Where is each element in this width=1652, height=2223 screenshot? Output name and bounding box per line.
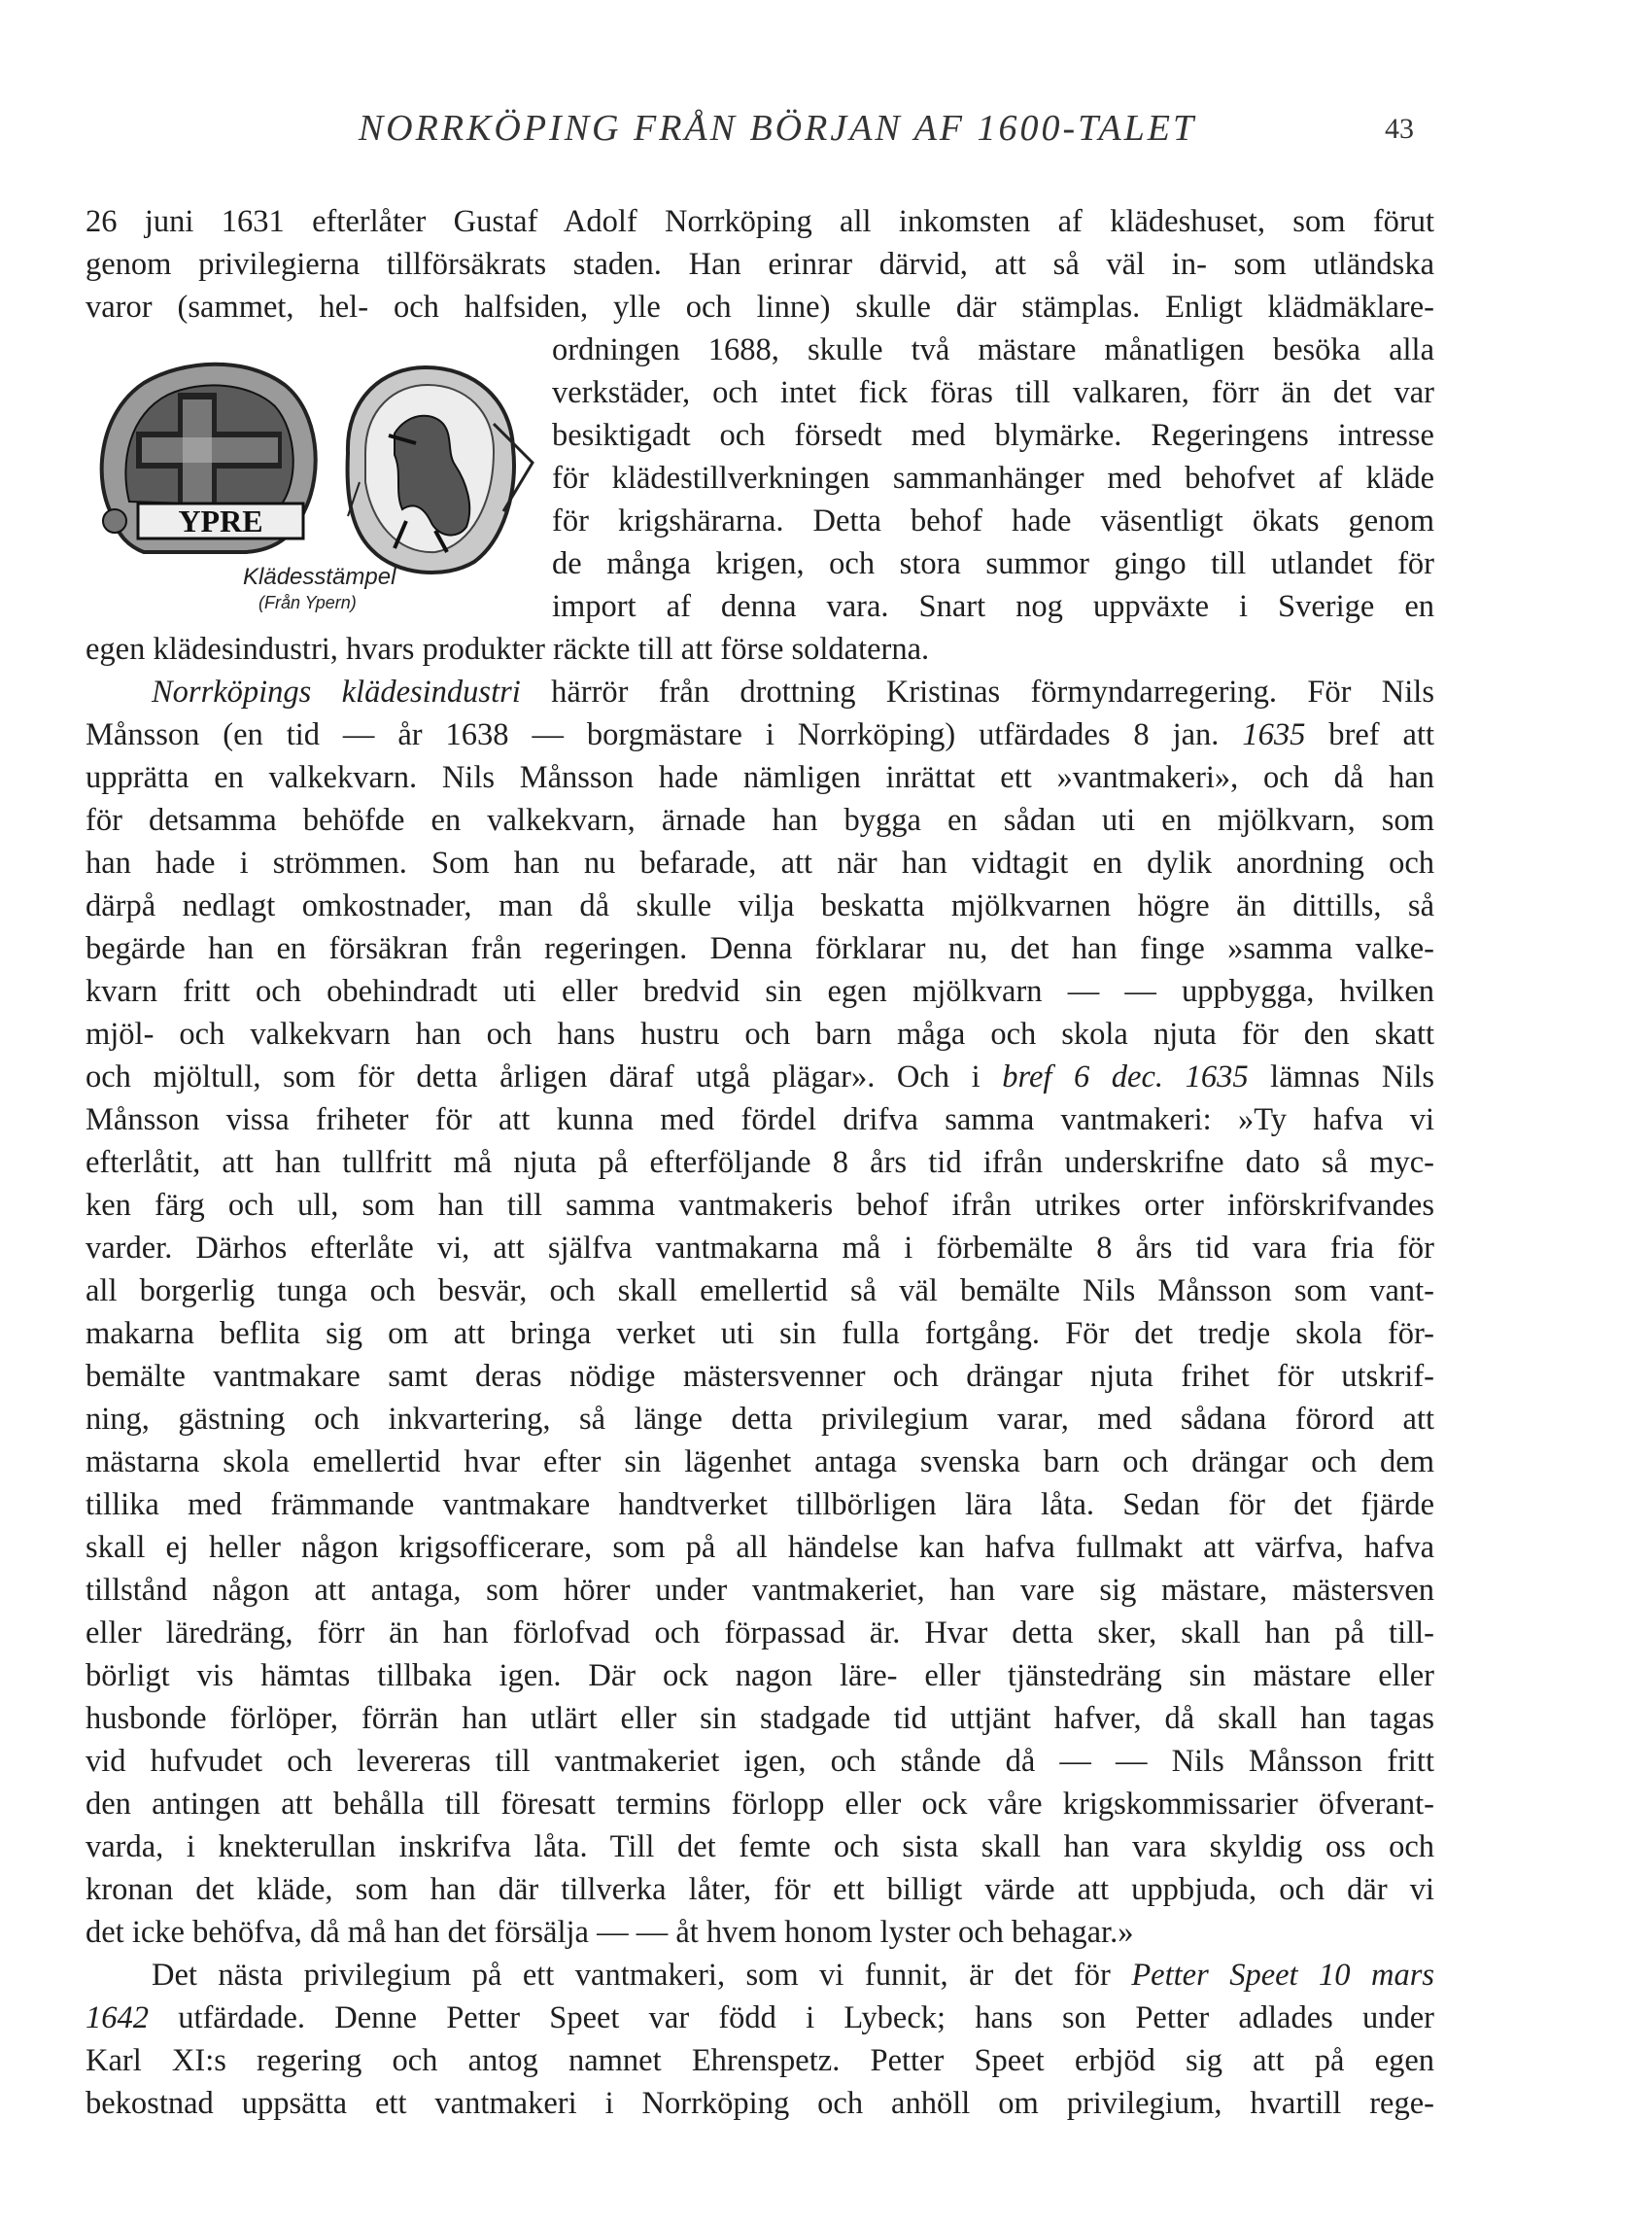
main-text <box>86 628 1434 2125</box>
text-line <box>86 1997 1434 2039</box>
text-line: 26 juni 1631 efterlåter Gustaf Adolf Norrköping all inkomsten af klädeshuset, som förut <box>86 204 1434 239</box>
text-line: börligt vis hämtas tillbaka igen. Där ock nagon läre- eller tjänstedräng sin mästare eller <box>86 1658 1434 1693</box>
text-line: bemälte vantmakare samt deras nödige mästersvenner och drängar njuta frihet för utskrif- <box>86 1359 1434 1394</box>
text-line: han hade i strömmen. Som han nu befarade, att när han vidtagit en dylik anordning och <box>86 846 1434 881</box>
text-line: kronan det kläde, som han där tillverka låter, för ett billigt värde att uppbjuda, och där vi <box>86 1872 1434 1907</box>
text-line: genom privilegierna tillförsäkrats staden. Han erinrar därvid, att så väl in- som utländska <box>86 247 1434 282</box>
running-title: NORRKÖPING FRÅN BÖRJAN AF 1600-TALET <box>358 108 1197 149</box>
text-line: för krigshärarna. Detta behof hade väsentligt ökats genom <box>552 504 1434 538</box>
text-line: mjöl- och valkekvarn han och hans hustru och barn måga och skola njuta för den skatt <box>86 1017 1434 1052</box>
text-line: tillika med främmande vantmakare handtverket tillbörligen lära låta. Sedan för det fjärde <box>86 1487 1434 1522</box>
text-line: bekostnad uppsätta ett vantmakeri i Norrköping och anhöll om privilegium, hvartill rege- <box>86 2086 1434 2121</box>
paragraph-1-top <box>86 200 1434 329</box>
seal-right <box>348 367 533 573</box>
text-line: ning, gästning och inkvartering, så länge detta privilegium varar, med sådana förord att <box>86 1402 1434 1437</box>
text-span: och mjöltull, som för detta årligen däraf utgå plägar». Och i <box>86 1059 1003 1094</box>
text-line: Månsson vissa friheter för att kunna med fördel drifva samma vantmakeri: »Ty hafva vi <box>86 1102 1434 1137</box>
text-line: varder. Därhos efterlåte vi, att själfva vantmakarna må i förbemälte 8 års tid vara fria för <box>86 1231 1434 1266</box>
text-line: all borgerlig tunga och besvär, och skall emellertid så väl bemälte Nils Månsson som vant- <box>86 1273 1434 1308</box>
text-line: eller läredräng, förr än han förlofvad och förpassad är. Hvar detta sker, skall han på till- <box>86 1615 1434 1650</box>
text-line: begärde han en försäkran från regeringen. Denna förklarar nu, det han finge »samma valke- <box>86 931 1434 966</box>
text-line <box>86 713 1434 756</box>
text-line: det icke behöfva, då må han det försälja — — åt hvem honom lyster och behagar.» <box>86 1915 1134 1950</box>
text-line: varda, i knekterullan inskrifva låta. Till det femte och sista skall han vara skyldig oss och <box>86 1829 1434 1864</box>
text-line: ken färg och ull, som han till samma vantmakeris behof ifrån utrikes orter införskrifvandes <box>86 1188 1434 1223</box>
text-line: den antingen att behålla till föresatt termins förlopp eller ock våre krigskommissarier öfverant- <box>86 1787 1434 1822</box>
text-line: efterlåtit, att han tullfritt må njuta på efterföljande 8 års tid ifrån underskrifne dato så myc- <box>86 1145 1434 1180</box>
text-span: utfärdade. Denne Petter Speet var född i Lybeck; hans son Petter adlades under <box>149 2000 1434 2035</box>
text-line: besiktigadt och försedt med blymärke. Regeringens intresse <box>552 418 1434 453</box>
text-line: ordningen 1688, skulle två mästare månatligen besöka alla <box>552 332 1434 367</box>
text-line: skall ej heller någon krigsofficerare, som på all händelse kan hafva fullmakt att värfva, hafva <box>86 1530 1434 1565</box>
figure-caption: Klädesstämpel <box>243 564 396 590</box>
text-line: import af denna vara. Snart nog uppväxte i Sverige en <box>552 589 1434 624</box>
text-line: tillstånd någon att antaga, som hörer under vantmakeriet, han vare sig mästare, mästersven <box>86 1573 1434 1608</box>
text-line: upprätta en valkekvarn. Nils Månsson hade nämligen inrättat ett »vantmakeri», och då han <box>86 760 1434 795</box>
italic-date: 1635 <box>1242 717 1306 752</box>
text-span: Det nästa privilegium på ett vantmakeri, som vi funnit, är det för <box>152 1958 1132 1993</box>
seal-left <box>102 365 316 552</box>
text-line: för detsamma behöfde en valkekvarn, ärnade han bygga en sådan uti en mjölkvarn, som <box>86 803 1434 838</box>
text-span: bref att <box>1305 717 1434 752</box>
text-line: varor (sammet, hel- och halfsiden, ylle och linne) skulle där stämplas. Enligt klädmäklare- <box>86 290 1434 325</box>
italic-phrase: Norrköpings klädesindustri <box>152 675 521 710</box>
text-line: för klädestillverkningen sammanhänger med behofvet af kläde <box>552 461 1434 496</box>
italic-date: 1642 <box>86 2000 149 2035</box>
paragraph-2-first-line <box>86 671 1434 713</box>
text-span: härrör från drottning Kristinas förmyndarregering. För Nils <box>520 675 1434 710</box>
text-line: mästarna skola emellertid hvar efter sin lägenhet antaga svenska barn och drängar och dem <box>86 1444 1434 1479</box>
seal-inscription: YPRE <box>178 504 263 538</box>
text-line <box>86 1056 1434 1098</box>
page-number: 43 <box>1385 113 1414 145</box>
text-line: vid hufvudet och levereras till vantmakeriet igen, och stånde då — — Nils Månsson fritt <box>86 1744 1434 1779</box>
figure-subcaption: (Från Ypern) <box>258 593 357 612</box>
text-line: makarna beflita sig om att bringa verket uti sin fulla fortgång. För det tredje skola för- <box>86 1316 1434 1351</box>
text-line: Karl XI:s regering och antog namnet Ehrenspetz. Petter Speet erbjöd sig att på egen <box>86 2043 1434 2078</box>
paragraph-3-first-line <box>86 1954 1434 1997</box>
italic-reference: bref 6 dec. 1635 <box>1002 1059 1249 1094</box>
paragraph-1-beside-figure <box>552 329 1434 628</box>
text-span: lämnas Nils <box>1248 1059 1434 1094</box>
text-line: de många krigen, och stora summor gingo till utlandet för <box>552 546 1434 581</box>
text-line: därpå nedlagt omkostnader, man då skulle vilja beskatta mjölkvarnen högre än dittills, så <box>86 888 1434 923</box>
italic-reference: Petter Speet 10 mars <box>1131 1958 1434 1993</box>
text-line: egen klädesindustri, hvars produkter räckte till att förse soldaterna. <box>86 632 930 667</box>
text-line: husbonde förlöper, förrän han utlärt eller sin stadgade tid uttjänt hafver, då skall han tagas <box>86 1701 1434 1736</box>
text-line: kvarn fritt och obehindradt uti eller bredvid sin egen mjölkvarn — — uppbygga, hvilken <box>86 974 1434 1009</box>
text-span: Månsson (en tid — år 1638 — borgmästare i Norrköping) utfärdades 8 jan. <box>86 717 1243 752</box>
text-line: verkstäder, och intet fick föras till valkaren, förr än det var <box>552 375 1434 410</box>
